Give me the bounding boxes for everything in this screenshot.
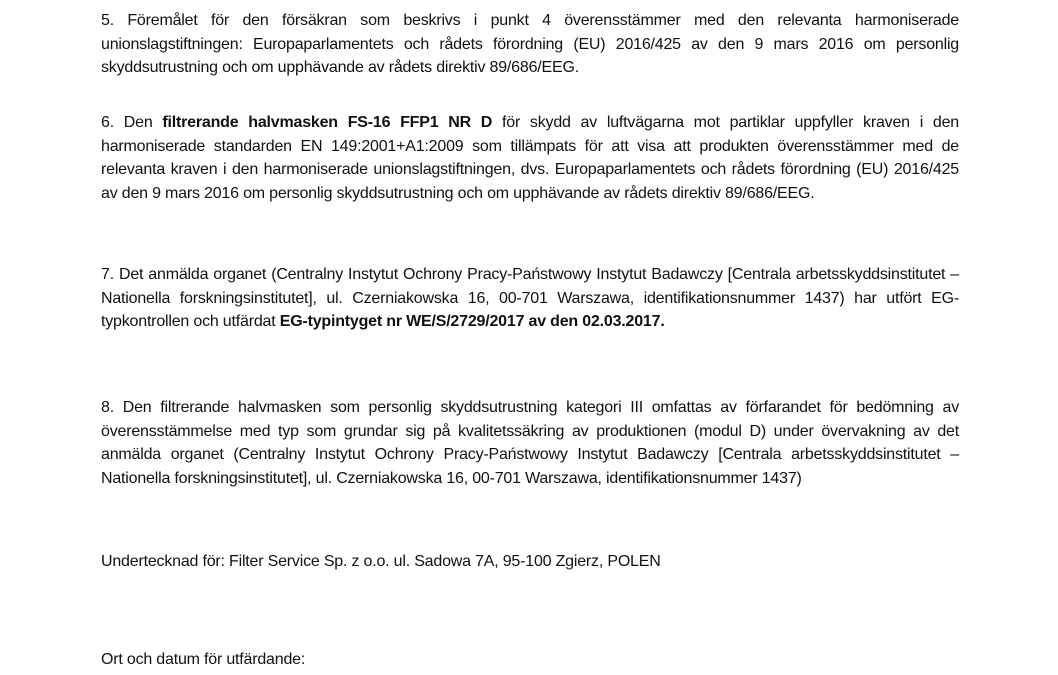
- paragraph-6: [101, 111, 959, 205]
- signed-for-line: Undertecknad för: Filter Service Sp. z o.o. ul. Sadowa 7A, 95-100 Zgierz, POLEN: [101, 553, 661, 570]
- product-name: filtrerande halvmasken FS-16 FFP1 NR D: [162, 114, 493, 131]
- paragraph-5: 5. Föremålet för den försäkran som beskrivs i punkt 4 överensstämmer med den relevanta harmoniserade unionslagstiftningen: Europaparlamentets och rådets förordning (EU) 2016/425 av den 9 mars 2016 om personlig skyddsutrustning och om upphävande av rådets direktiv 89/686/EEG.: [101, 12, 959, 77]
- paragraph-6-suffix: för skydd av luftvägarna mot partiklar uppfyller kraven i den harmoniserade standarden EN 149:2001+A1:2009 som tillämpats för att visa att produkten överensstämmer med de relevanta kraven i den harmoniserade unionslagstiftningen, dvs. Europaparlamentets och rådets förordning (EU) 2016/425 av den 9 mars 2016 om personlig skyddsutrustning och om upphävande av rådets direktiv 89/686/EEG.: [101, 114, 959, 202]
- certificate-reference: EG-typintyget nr WE/S/2729/2017 av den 02.03.2017.: [279, 313, 665, 331]
- paragraph-7-prefix: 7. Det anmälda organet (Centralny Instytut Ochrony Pracy-Państwowy Instytut Badawczy [Centrala arbetsskyddsinstitutet – Nationella forskningsinstitutet], ul. Czerniakowska 16, 00-701 Warszawa, identifikationsnummer 1437) har utfört EG-typkontrollen och utfärdat: [101, 266, 959, 331]
- paragraph-6-prefix: 6. Den: [101, 114, 163, 131]
- place-and-date-label: Ort och datum för utfärdande:: [101, 651, 306, 668]
- paragraph-7: [101, 263, 959, 334]
- paragraph-8: 8. Den filtrerande halvmasken som personlig skyddsutrustning kategori III omfattas av förfarandet för bedömning av överensstämmelse med typ som grundar sig på kvalitetssäkring av produktionen (modul D) under övervakning av det anmälda organet (Centralny Instytut Ochrony Pracy-Państwowy Instytut Badawczy [Centrala arbetsskyddsinstitutet – Nationella forskningsinstitutet], ul. Czerniakowska 16, 00-701 Warszawa, identifikationsnummer 1437): [101, 399, 959, 487]
